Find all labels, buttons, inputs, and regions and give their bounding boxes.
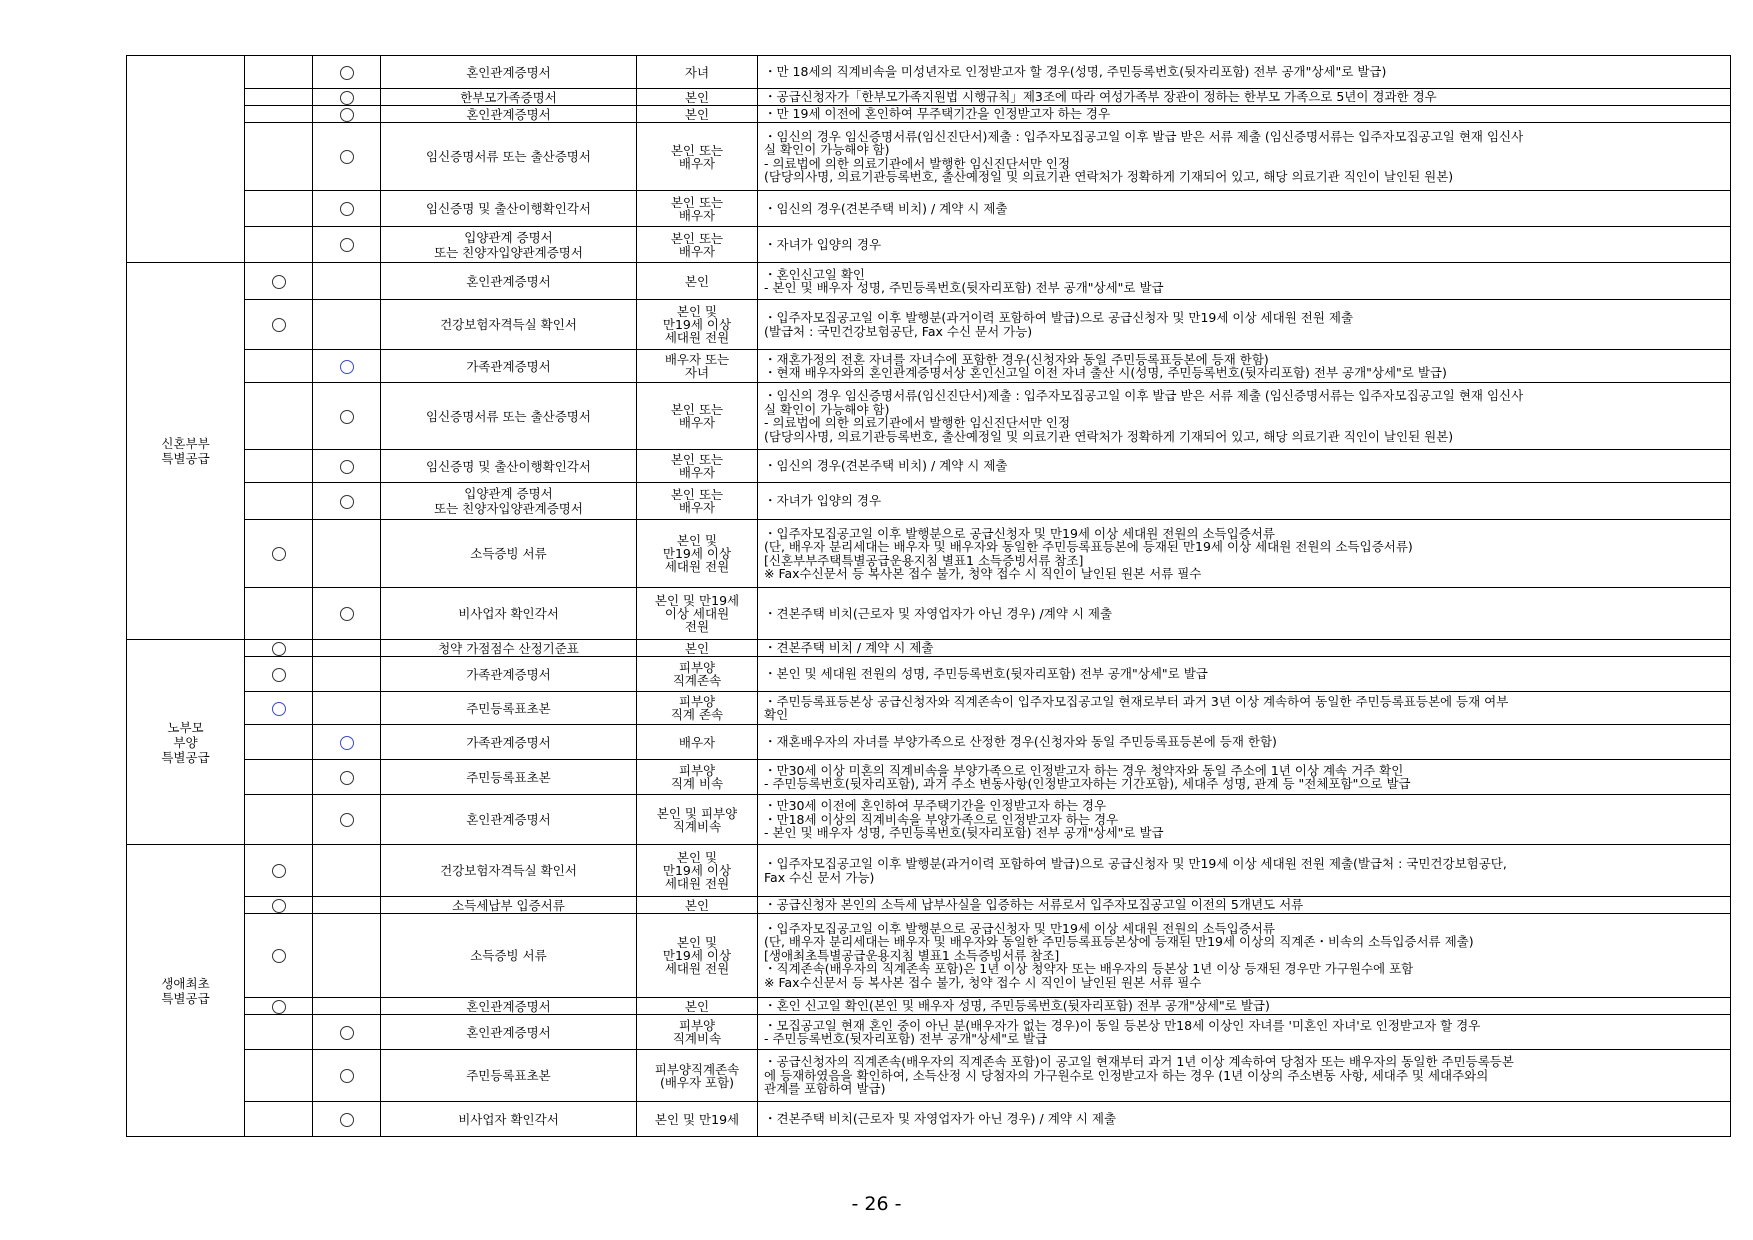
required-mark-cell xyxy=(245,588,313,640)
page-number: - 26 - xyxy=(851,1193,902,1215)
table-row xyxy=(127,1015,1731,1050)
description-cell: ・모집공고일 현재 혼인 중이 아닌 분(배우자가 없는 경우)이 동일 등본상 만18세 이상인 자녀를 '미혼인 자녀'로 인정받고자 할 경우 - 주민등록번호(뒷자리포함) 전부 공개"상세"로 발급 xyxy=(758,1015,1731,1050)
table-row xyxy=(127,191,1731,227)
document-name-cell: 한부모가족증명서 xyxy=(381,89,637,106)
conditional-mark-cell xyxy=(313,89,381,106)
table-row xyxy=(127,123,1731,191)
conditional-mark-cell xyxy=(313,191,381,227)
document-name-cell: 가족관계증명서 xyxy=(381,350,637,383)
required-mark-cell xyxy=(245,263,313,300)
conditional-mark-cell xyxy=(313,845,381,897)
conditional-mark-cell xyxy=(313,588,381,640)
target-person-cell: 배우자 또는 자녀 xyxy=(637,350,758,383)
table-row xyxy=(127,795,1731,845)
circle-mark-icon xyxy=(340,813,354,827)
circle-mark-icon xyxy=(272,318,286,332)
circle-mark-icon xyxy=(340,495,354,509)
required-mark-cell xyxy=(245,1102,313,1137)
document-name-cell: 소득세납부 입증서류 xyxy=(381,897,637,914)
circle-mark-icon xyxy=(272,547,286,561)
table-row xyxy=(127,760,1731,795)
description-cell: ・임신의 경우 임신증명서류(임신진단서)제출 : 입주자모집공고일 이후 발급 받은 서류 제출 (임신증명서류는 입주자모집공고일 현재 임신사 실 확인이 가능해야 함) - 의료법에 의한 의료기관에서 발행한 임신진단서만 인정 (담당의사명, 의료기관등록번호, 출산예정일 및 의료기관 연락처가 정확하게 기재되어 있고, 해당 의료기관 직인이 날인된 원본) xyxy=(758,123,1731,191)
target-person-cell: 본인 또는 배우자 xyxy=(637,123,758,191)
circle-mark-icon xyxy=(340,360,354,374)
description-cell: ・입주자모집공고일 이후 발행분(과거이력 포함하여 발급)으로 공급신청자 및 만19세 이상 세대원 전원 제출 (발급처 : 국민건강보험공단, Fax 수신 문서 가능) xyxy=(758,300,1731,350)
target-person-cell: 본인 또는 배우자 xyxy=(637,191,758,227)
description-cell: ・견본주택 비치(근로자 및 자영업자가 아닌 경우) /계약 시 제출 xyxy=(758,588,1731,640)
document-name-cell: 혼인관계증명서 xyxy=(381,263,637,300)
target-person-cell: 본인 및 만19세 이상 세대원 전원 xyxy=(637,588,758,640)
description-cell: ・재혼배우자의 자녀를 부양가족으로 산정한 경우(신청자와 동일 주민등록표등본에 등재 한함) xyxy=(758,725,1731,760)
document-name-cell: 주민등록표초본 xyxy=(381,692,637,725)
table-row xyxy=(127,106,1731,123)
circle-mark-icon xyxy=(272,702,286,716)
conditional-mark-cell xyxy=(313,897,381,914)
description-cell: ・만 18세의 직계비속을 미성년자로 인정받고자 할 경우(성명, 주민등록번호(뒷자리포함) 전부 공개"상세"로 발급) xyxy=(758,56,1731,89)
document-name-cell: 임신증명 및 출산이행확인각서 xyxy=(381,450,637,483)
circle-mark-icon xyxy=(272,949,286,963)
section-name-cell: 노부모 부양 특별공급 xyxy=(127,640,245,845)
target-person-cell: 본인 또는 배우자 xyxy=(637,383,758,450)
target-person-cell: 본인 xyxy=(637,89,758,106)
document-name-cell: 비사업자 확인각서 xyxy=(381,588,637,640)
section-name-cell: 신혼부부 특별공급 xyxy=(127,263,245,640)
required-documents-table xyxy=(126,55,1731,1137)
description-cell: ・본인 및 세대원 전원의 성명, 주민등록번호(뒷자리포함) 전부 공개"상세"로 발급 xyxy=(758,657,1731,692)
description-cell: ・재혼가정의 전혼 자녀를 자녀수에 포함한 경우(신청자와 동일 주민등록표등본에 등재 한함) ・현재 배우자와의 혼인관계증명서상 혼인신고일 이전 자녀 출산 시(성명, 주민등록번호(뒷자리포함) 전부 공개"상세"로 발급) xyxy=(758,350,1731,383)
table-row xyxy=(127,450,1731,483)
document-name-cell: 건강보험자격득실 확인서 xyxy=(381,845,637,897)
description-cell: ・공급신청자의 직계존속(배우자의 직계존속 포함)이 공고일 현재부터 과거 1년 이상 계속하여 당첨자 또는 배우자의 동일한 주민등록등본 에 등재하였음을 확인하여, 소득산정 시 당첨자의 가구원수로 인정받고자 하는 경우 (1년 이상의 주소변동 사항, 세대주 및 세대주와의 관계를 포함하여 발급) xyxy=(758,1050,1731,1102)
document-name-cell: 가족관계증명서 xyxy=(381,657,637,692)
conditional-mark-cell xyxy=(313,227,381,263)
target-person-cell: 본인 및 만19세 xyxy=(637,1102,758,1137)
circle-mark-icon xyxy=(272,275,286,289)
document-name-cell: 혼인관계증명서 xyxy=(381,998,637,1015)
table-row xyxy=(127,1102,1731,1137)
conditional-mark-cell xyxy=(313,263,381,300)
conditional-mark-cell xyxy=(313,106,381,123)
circle-mark-icon xyxy=(340,736,354,750)
document-name-cell: 주민등록표초본 xyxy=(381,760,637,795)
target-person-cell: 자녀 xyxy=(637,56,758,89)
conditional-mark-cell xyxy=(313,483,381,520)
table-row xyxy=(127,657,1731,692)
required-mark-cell xyxy=(245,760,313,795)
conditional-mark-cell xyxy=(313,1015,381,1050)
description-cell: ・혼인신고일 확인 - 본인 및 배우자 성명, 주민등록번호(뒷자리포함) 전부 공개"상세"로 발급 xyxy=(758,263,1731,300)
description-cell: ・만30세 이전에 혼인하여 무주택기간을 인정받고자 하는 경우 ・만18세 이상의 직계비속을 부양가족으로 인정받고자 하는 경우 - 본인 및 배우자 성명, 주민등록번호(뒷자리포함) 전부 공개"상세"로 발급 xyxy=(758,795,1731,845)
conditional-mark-cell xyxy=(313,795,381,845)
circle-mark-icon xyxy=(272,642,286,656)
document-name-cell: 주민등록표초본 xyxy=(381,1050,637,1102)
document-name-cell: 입양관계 증명서 또는 친양자입양관계증명서 xyxy=(381,227,637,263)
table-row xyxy=(127,383,1731,450)
circle-mark-icon xyxy=(340,91,354,105)
section-name-cell xyxy=(127,56,245,263)
document-name-cell: 청약 가점점수 산정기준표 xyxy=(381,640,637,657)
required-mark-cell xyxy=(245,300,313,350)
table-row xyxy=(127,725,1731,760)
circle-mark-icon xyxy=(340,1069,354,1083)
description-cell: ・임신의 경우 임신증명서류(임신진단서)제출 : 입주자모집공고일 이후 발급 받은 서류 제출 (임신증명서류는 입주자모집공고일 현재 임신사 실 확인이 가능해야 함) - 의료법에 의한 의료기관에서 발행한 임신진단서만 인정 (담당의사명, 의료기관등록번호, 출산예정일 및 의료기관 연락처가 정확하게 기재되어 있고, 해당 의료기관 직인이 날인된 원본) xyxy=(758,383,1731,450)
circle-mark-icon xyxy=(272,668,286,682)
target-person-cell: 본인 및 만19세 이상 세대원 전원 xyxy=(637,520,758,588)
document-name-cell: 혼인관계증명서 xyxy=(381,1015,637,1050)
table-row xyxy=(127,227,1731,263)
table-row xyxy=(127,1050,1731,1102)
table-row xyxy=(127,56,1731,89)
required-mark-cell xyxy=(245,483,313,520)
conditional-mark-cell xyxy=(313,640,381,657)
section-name-cell: 생애최초 특별공급 xyxy=(127,845,245,1137)
circle-mark-icon xyxy=(272,864,286,878)
description-cell: ・만30세 이상 미혼의 직계비속을 부양가족으로 인정받고자 하는 경우 청약자와 동일 주소에 1년 이상 계속 거주 확인 - 주민등록번호(뒷자리포함), 과거 주소 변동사항(인정받고자하는 기간포함), 세대주 성명, 관계 등 "전체포함"으로 발급 xyxy=(758,760,1731,795)
circle-mark-icon xyxy=(340,1026,354,1040)
description-cell: ・임신의 경우(견본주택 비치) / 계약 시 제출 xyxy=(758,450,1731,483)
required-mark-cell xyxy=(245,383,313,450)
required-mark-cell xyxy=(245,692,313,725)
table-row xyxy=(127,640,1731,657)
target-person-cell: 본인 xyxy=(637,263,758,300)
table-row xyxy=(127,914,1731,998)
target-person-cell: 피부양 직계비속 xyxy=(637,1015,758,1050)
required-mark-cell xyxy=(245,106,313,123)
conditional-mark-cell xyxy=(313,123,381,191)
conditional-mark-cell xyxy=(313,692,381,725)
description-cell: ・공급신청자가「한부모가족지원법 시행규칙」제3조에 따라 여성가족부 장관이 정하는 한부모 가족으로 5년이 경과한 경우 xyxy=(758,89,1731,106)
required-mark-cell xyxy=(245,350,313,383)
target-person-cell: 본인 xyxy=(637,897,758,914)
circle-mark-icon xyxy=(340,607,354,621)
target-person-cell: 피부양직계존속 (배우자 포함) xyxy=(637,1050,758,1102)
table-row xyxy=(127,845,1731,897)
target-person-cell: 본인 또는 배우자 xyxy=(637,227,758,263)
required-mark-cell xyxy=(245,845,313,897)
target-person-cell: 본인 및 만19세 이상 세대원 전원 xyxy=(637,300,758,350)
required-mark-cell xyxy=(245,191,313,227)
description-cell: ・견본주택 비치(근로자 및 자영업자가 아닌 경우) / 계약 시 제출 xyxy=(758,1102,1731,1137)
document-name-cell: 입양관계 증명서 또는 친양자입양관계증명서 xyxy=(381,483,637,520)
conditional-mark-cell xyxy=(313,657,381,692)
description-cell: ・만 19세 이전에 혼인하여 무주택기간을 인정받고자 하는 경우 xyxy=(758,106,1731,123)
description-cell: ・입주자모집공고일 이후 발행분으로 공급신청자 및 만19세 이상 세대원 전원의 소득입증서류 (단, 배우자 분리세대는 배우자 및 배우자와 동일한 주민등록표등본상에 등재된 만19세 이상의 직계존・비속의 소득입증서류 제출) [생애최초특별공급운용지침 별표1 소득증빙서류 참조] ・직계존속(배우자의 직계존속 포함)은 1년 이상 청약자 또는 배우자의 등본상 1년 이상 등재된 경우만 가구원수에 포함 ※ Fax수신문서 등 복사본 접수 불가, 청약 접수 시 직인이 날인된 원본 서류 필수 xyxy=(758,914,1731,998)
document-name-cell: 건강보험자격득실 확인서 xyxy=(381,300,637,350)
description-cell: ・공급신청자 본인의 소득세 납부사실을 입증하는 서류로서 입주자모집공고일 이전의 5개년도 서류 xyxy=(758,897,1731,914)
description-cell: ・자녀가 입양의 경우 xyxy=(758,227,1731,263)
conditional-mark-cell xyxy=(313,520,381,588)
circle-mark-icon xyxy=(340,1113,354,1127)
table-row xyxy=(127,588,1731,640)
target-person-cell: 본인 xyxy=(637,106,758,123)
table-row xyxy=(127,263,1731,300)
target-person-cell: 본인 및 피부양 직계비속 xyxy=(637,795,758,845)
document-name-cell: 비사업자 확인각서 xyxy=(381,1102,637,1137)
required-mark-cell xyxy=(245,914,313,998)
table-row xyxy=(127,897,1731,914)
target-person-cell: 본인 및 만19세 이상 세대원 전원 xyxy=(637,845,758,897)
target-person-cell: 본인 또는 배우자 xyxy=(637,483,758,520)
required-mark-cell xyxy=(245,657,313,692)
document-name-cell: 가족관계증명서 xyxy=(381,725,637,760)
table-row xyxy=(127,89,1731,106)
table-row xyxy=(127,692,1731,725)
table-row xyxy=(127,300,1731,350)
target-person-cell: 본인 또는 배우자 xyxy=(637,450,758,483)
circle-mark-icon xyxy=(340,66,354,80)
conditional-mark-cell xyxy=(313,383,381,450)
document-table-container xyxy=(126,55,1730,1137)
description-cell: ・입주자모집공고일 이후 발행분으로 공급신청자 및 만19세 이상 세대원 전원의 소득입증서류 (단, 배우자 분리세대는 배우자 및 배우자와 동일한 주민등록표등본에 등재된 만19세 이상 세대원 전원의 소득입증서류) [신혼부부주택특별공급운용지침 별표1 소득증빙서류 참조] ※ Fax수신문서 등 복사본 접수 불가, 청약 접수 시 직인이 날인된 원본 서류 필수 xyxy=(758,520,1731,588)
document-name-cell: 임신증명서류 또는 출산증명서 xyxy=(381,123,637,191)
required-mark-cell xyxy=(245,123,313,191)
conditional-mark-cell xyxy=(313,1102,381,1137)
conditional-mark-cell xyxy=(313,1050,381,1102)
target-person-cell: 피부양 직계 존속 xyxy=(637,692,758,725)
required-mark-cell xyxy=(245,227,313,263)
circle-mark-icon xyxy=(340,410,354,424)
description-cell: ・입주자모집공고일 이후 발행분(과거이력 포함하여 발급)으로 공급신청자 및 만19세 이상 세대원 전원 제출(발급처 : 국민건강보험공단, Fax 수신 문서 가능) xyxy=(758,845,1731,897)
conditional-mark-cell xyxy=(313,450,381,483)
circle-mark-icon xyxy=(272,899,286,913)
description-cell: ・혼인 신고일 확인(본인 및 배우자 성명, 주민등록번호(뒷자리포함) 전부 공개"상세"로 발급) xyxy=(758,998,1731,1015)
conditional-mark-cell xyxy=(313,300,381,350)
document-name-cell: 임신증명서류 또는 출산증명서 xyxy=(381,383,637,450)
target-person-cell: 본인 xyxy=(637,640,758,657)
circle-mark-icon xyxy=(340,150,354,164)
description-cell: ・견본주택 비치 / 계약 시 제출 xyxy=(758,640,1731,657)
table-row xyxy=(127,350,1731,383)
required-mark-cell xyxy=(245,1015,313,1050)
target-person-cell: 본인 및 만19세 이상 세대원 전원 xyxy=(637,914,758,998)
conditional-mark-cell xyxy=(313,350,381,383)
required-mark-cell xyxy=(245,450,313,483)
description-cell: ・주민등록표등본상 공급신청자와 직계존속이 입주자모집공고일 현재로부터 과거 3년 이상 계속하여 동일한 주민등록표등본에 등재 여부 확인 xyxy=(758,692,1731,725)
conditional-mark-cell xyxy=(313,725,381,760)
document-name-cell: 혼인관계증명서 xyxy=(381,106,637,123)
circle-mark-icon xyxy=(340,108,354,122)
conditional-mark-cell xyxy=(313,56,381,89)
required-mark-cell xyxy=(245,520,313,588)
target-person-cell: 피부양 직계존속 xyxy=(637,657,758,692)
table-row xyxy=(127,483,1731,520)
circle-mark-icon xyxy=(340,771,354,785)
description-cell: ・임신의 경우(견본주택 비치) / 계약 시 제출 xyxy=(758,191,1731,227)
target-person-cell: 배우자 xyxy=(637,725,758,760)
required-mark-cell xyxy=(245,89,313,106)
target-person-cell: 본인 xyxy=(637,998,758,1015)
required-mark-cell xyxy=(245,640,313,657)
table-row xyxy=(127,520,1731,588)
circle-mark-icon xyxy=(340,238,354,252)
circle-mark-icon xyxy=(272,1000,286,1014)
required-mark-cell xyxy=(245,795,313,845)
description-cell: ・자녀가 입양의 경우 xyxy=(758,483,1731,520)
required-mark-cell xyxy=(245,56,313,89)
target-person-cell: 피부양 직계 비속 xyxy=(637,760,758,795)
document-name-cell: 소득증빙 서류 xyxy=(381,914,637,998)
required-mark-cell xyxy=(245,1050,313,1102)
document-name-cell: 혼인관계증명서 xyxy=(381,795,637,845)
required-mark-cell xyxy=(245,897,313,914)
document-name-cell: 혼인관계증명서 xyxy=(381,56,637,89)
conditional-mark-cell xyxy=(313,914,381,998)
table-row xyxy=(127,998,1731,1015)
document-name-cell: 소득증빙 서류 xyxy=(381,520,637,588)
circle-mark-icon xyxy=(340,460,354,474)
conditional-mark-cell xyxy=(313,760,381,795)
required-mark-cell xyxy=(245,725,313,760)
required-mark-cell xyxy=(245,998,313,1015)
circle-mark-icon xyxy=(340,202,354,216)
document-name-cell: 임신증명 및 출산이행확인각서 xyxy=(381,191,637,227)
conditional-mark-cell xyxy=(313,998,381,1015)
